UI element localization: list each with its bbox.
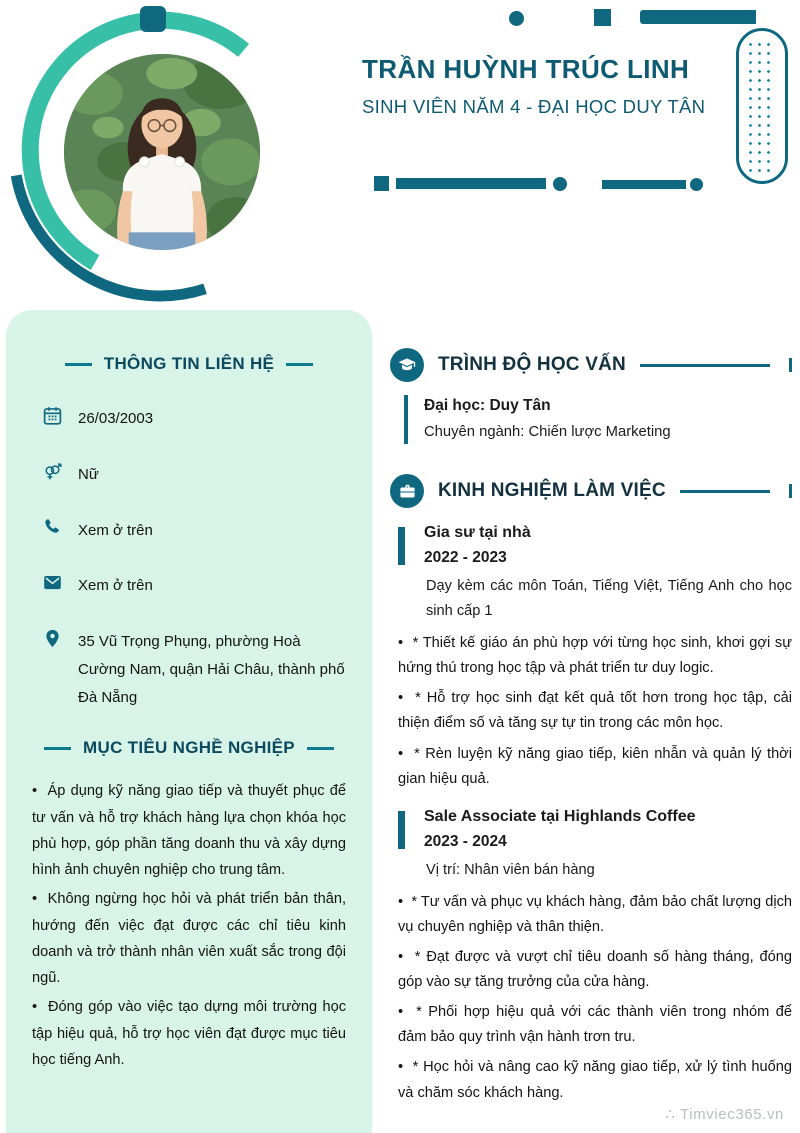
profile-photo-illustration bbox=[64, 54, 260, 250]
experience-summary: Vị trí: Nhân viên bán hàng bbox=[426, 861, 595, 878]
contact-gender-value: Nữ bbox=[78, 465, 99, 483]
experience-section bbox=[390, 474, 792, 1106]
objective-section-header bbox=[32, 738, 346, 758]
title-line-left bbox=[65, 363, 92, 366]
education-section-title: TRÌNH ĐỘ HỌC VẤN bbox=[438, 354, 626, 375]
objective-body bbox=[32, 778, 346, 1073]
contact-item-phone bbox=[42, 516, 346, 545]
graduation-cap-icon bbox=[390, 348, 424, 382]
section-header-line bbox=[680, 490, 770, 493]
experience-period: 2022 - 2023 bbox=[424, 549, 507, 566]
objective-item: • Không ngừng học hỏi và phát triển bản thân, hướng đến việc đạt được các chỉ tiêu kinh doanh và trở thành nhân viên xuất sắc trong đội ngũ. bbox=[32, 886, 346, 991]
experience-bullet: • * Rèn luyện kỹ năng giao tiếp, kiên nhẫn và quản lý thời gian hiệu quả. bbox=[398, 742, 792, 792]
objective-section bbox=[32, 738, 346, 1073]
calendar-icon bbox=[42, 405, 63, 426]
experience-entry bbox=[390, 524, 792, 792]
experience-role: Sale Associate tại Highlands Coffee bbox=[424, 807, 696, 825]
experience-bullet: • * Đạt được và vượt chỉ tiêu doanh số hàng tháng, đóng góp vào sự tăng trưởng của cửa hàng. bbox=[398, 945, 792, 995]
contact-item-gender bbox=[42, 460, 346, 489]
objective-item: • Áp dụng kỹ năng giao tiếp và thuyết phục để tư vấn và hỗ trợ khách hàng lựa chọn khóa học phù hợp, góp phần tăng doanh thu và xây dựng hình ảnh chuyên nghiệp cho trung tâm. bbox=[32, 778, 346, 883]
left-sidebar-panel bbox=[6, 310, 372, 1133]
experience-bullet: • * Hỗ trợ học sinh đạt kết quả tốt hơn trong học tập, cải thiện điểm số và tăng sự tự tin trong các môn học. bbox=[398, 686, 792, 736]
contact-address-value: 35 Vũ Trọng Phụng, phường Hoà Cường Nam, quận Hải Châu, thành phố Đà Nẵng bbox=[78, 633, 345, 706]
contact-item-birthday bbox=[42, 404, 346, 433]
education-major: Chuyên ngành: Chiến lược Marketing bbox=[424, 424, 671, 440]
experience-role: Gia sư tại nhà bbox=[424, 524, 531, 541]
contact-item-email bbox=[42, 571, 346, 600]
title-line-left bbox=[44, 747, 71, 750]
experience-section-title: KINH NGHIỆM LÀM VIỆC bbox=[438, 480, 666, 501]
gender-icon bbox=[42, 461, 63, 482]
experience-section-header bbox=[390, 474, 792, 508]
education-entry bbox=[404, 395, 792, 444]
section-header-tick bbox=[789, 358, 792, 372]
contact-email-value: Xem ở trên bbox=[78, 577, 153, 595]
experience-bullet: • * Tư vấn và phục vụ khách hàng, đảm bảo chất lượng dịch vụ chuyên nghiệp và thân thiện. bbox=[398, 890, 792, 940]
experience-entry-header bbox=[398, 524, 792, 567]
objective-item: • Đóng góp vào việc tạo dựng môi trường học tập hiệu quả, hỗ trợ học viên đạt được mục tiêu học tiếng Anh. bbox=[32, 994, 346, 1073]
experience-bullet: • * Học hỏi và nâng cao kỹ năng giao tiếp, xử lý tình huống và chăm sóc khách hàng. bbox=[398, 1055, 792, 1105]
experience-bullet-list bbox=[398, 631, 792, 792]
candidate-subtitle: SINH VIÊN NĂM 4 - ĐẠI HỌC DUY TÂN bbox=[362, 96, 706, 117]
header-bar-decoration bbox=[640, 10, 756, 24]
education-school: Đại học: Duy Tân bbox=[424, 397, 551, 414]
contact-list bbox=[32, 404, 346, 711]
experience-bullet: • * Thiết kế giáo án phù hợp với từng học sinh, khơi gợi sự hứng thú trong học tập và phát triển tư duy logic. bbox=[398, 631, 792, 681]
section-header-tick bbox=[789, 484, 792, 498]
contact-section-header bbox=[32, 354, 346, 374]
contact-birthday-value: 26/03/2003 bbox=[78, 410, 154, 427]
title-line-right bbox=[307, 747, 334, 750]
experience-entry-header bbox=[398, 808, 792, 851]
divider-square-decoration bbox=[374, 176, 389, 191]
profile-photo bbox=[58, 48, 266, 256]
entry-marker-bar bbox=[398, 527, 405, 565]
contact-item-address bbox=[42, 627, 346, 711]
phone-icon bbox=[42, 517, 63, 538]
experience-bullet: • * Phối hợp hiệu quả với các thành viên trong nhóm để đảm bảo quy trình vận hành trơn tru. bbox=[398, 1000, 792, 1050]
experience-summary: Dạy kèm các môn Toán, Tiếng Việt, Tiếng Anh cho học sinh cấp 1 bbox=[426, 578, 792, 620]
header-dot-decoration bbox=[509, 11, 524, 26]
candidate-name: TRẦN HUỲNH TRÚC LINH bbox=[362, 54, 690, 84]
contact-phone-value: Xem ở trên bbox=[78, 521, 153, 539]
divider-dot-decoration bbox=[553, 177, 567, 191]
main-content-column bbox=[390, 348, 792, 1111]
briefcase-icon bbox=[390, 474, 424, 508]
divider-dot2-decoration bbox=[690, 178, 703, 191]
education-section-header bbox=[390, 348, 792, 382]
section-header-line bbox=[640, 364, 770, 367]
header-square-decoration bbox=[594, 9, 611, 26]
experience-period: 2023 - 2024 bbox=[424, 832, 507, 850]
title-line-right bbox=[286, 363, 313, 366]
contact-section-title: THÔNG TIN LIÊN HỆ bbox=[103, 354, 275, 373]
header-name-block bbox=[362, 54, 762, 118]
divider-bar2-decoration bbox=[602, 180, 686, 189]
experience-bullet-list bbox=[398, 890, 792, 1106]
entry-marker-bar bbox=[398, 811, 405, 849]
location-icon bbox=[42, 628, 63, 649]
site-watermark: ∴ Timviec365.vn bbox=[665, 1106, 784, 1123]
objective-section-title: MỤC TIÊU NGHỀ NGHIỆP bbox=[83, 738, 295, 758]
email-icon bbox=[42, 572, 63, 593]
divider-bar-decoration bbox=[396, 178, 546, 189]
experience-entry bbox=[390, 808, 792, 1106]
